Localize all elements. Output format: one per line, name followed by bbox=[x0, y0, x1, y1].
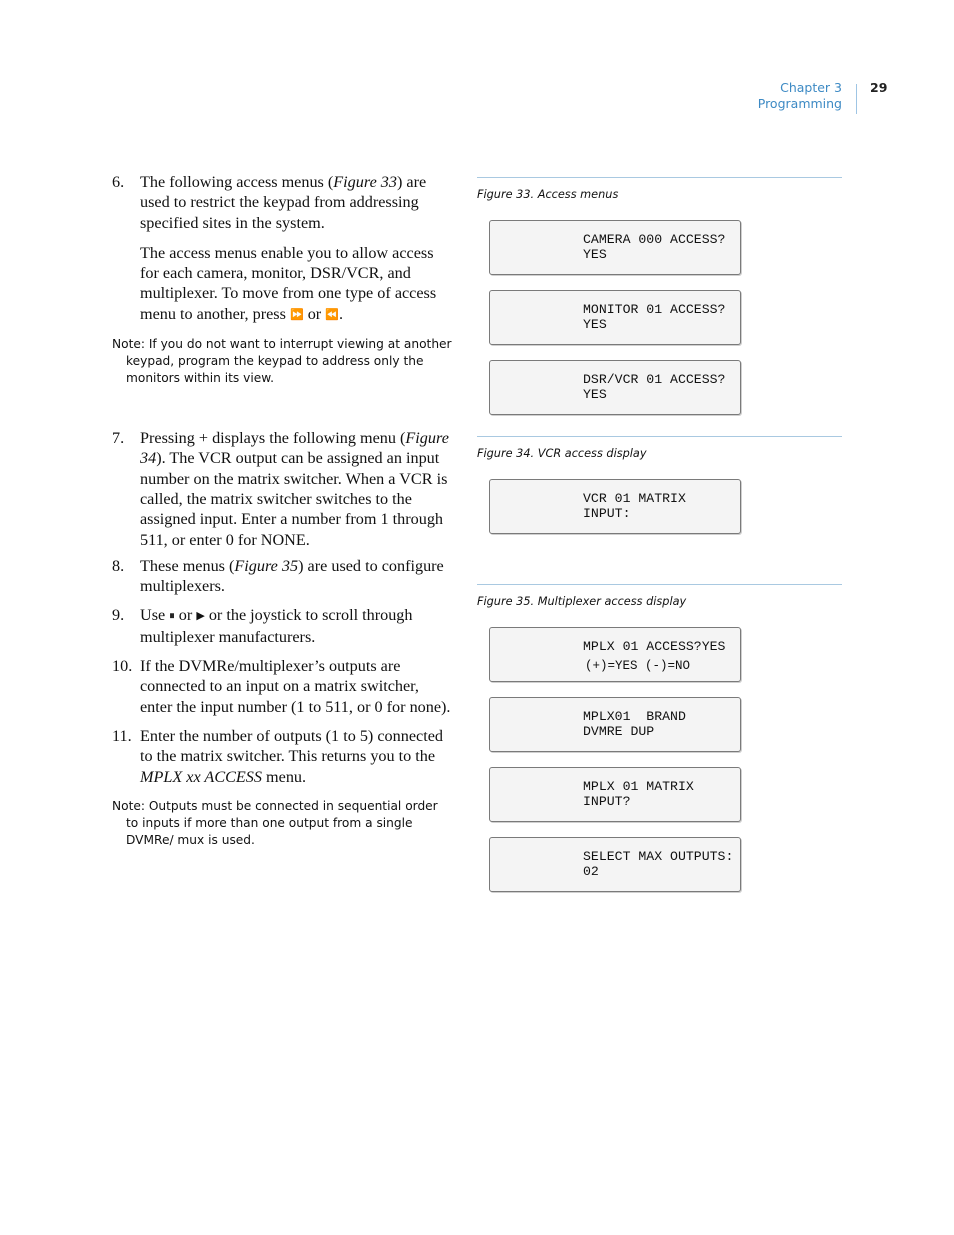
step-number: 9. bbox=[112, 606, 125, 625]
figure-35-rule bbox=[477, 584, 842, 585]
lcd-camera-access: CAMERA 000 ACCESS? YES bbox=[489, 220, 741, 275]
lcd-mplx-brand: MPLX01 BRAND DVMRE DUP bbox=[489, 697, 741, 752]
lcd-monitor-access: MONITOR 01 ACCESS? YES bbox=[489, 290, 741, 345]
page-number: 29 bbox=[870, 80, 888, 95]
instructions-column bbox=[112, 172, 452, 849]
note-interrupt-viewing: Note: If you do not want to interrupt viewing at another keypad, program the keypad to address only the monitors within its view. bbox=[112, 337, 452, 386]
step-10: 10. If the DVMRe/multiplexer’s outputs are connected to an input on a matrix switcher, enter the input number (1 to 511, or 0 for none). bbox=[112, 657, 451, 716]
figure-33-caption: Figure 33. Access menus bbox=[477, 188, 619, 201]
play-icon: ▶ bbox=[196, 609, 205, 623]
note-sequential-outputs: Note: Outputs must be connected in sequential order to inputs if more than one output from a single DVMRe/ mux is used. bbox=[112, 798, 438, 847]
fast-forward-icon: ⏩ bbox=[289, 307, 304, 321]
step-number: 10. bbox=[112, 657, 133, 676]
chapter-label: Chapter 3 bbox=[780, 80, 842, 95]
lcd-mplx-matrix: MPLX 01 MATRIX INPUT? bbox=[489, 767, 741, 822]
lcd-dsr-vcr-access: DSR/VCR 01 ACCESS? YES bbox=[489, 360, 741, 415]
menu-name: MPLX xx ACCESS bbox=[140, 767, 262, 786]
section-label: Programming bbox=[757, 96, 842, 111]
pause-icon: ⏸ bbox=[169, 609, 175, 623]
running-header bbox=[758, 80, 842, 112]
figure-ref-33[interactable]: Figure 33 bbox=[333, 173, 397, 191]
step-number: 8. bbox=[112, 556, 125, 575]
step-9: 9. Use ⏸ or ▶ or the joystick to scroll through multiplexer manufacturers. bbox=[112, 606, 413, 646]
figure-ref-35[interactable]: Figure 35 bbox=[234, 556, 299, 575]
step-number: 7. bbox=[112, 429, 125, 448]
figure-33-rule bbox=[477, 177, 842, 178]
step-number: 11. bbox=[112, 726, 132, 745]
figure-34-caption: Figure 34. VCR access display bbox=[477, 447, 647, 460]
step-number: 6. bbox=[112, 173, 125, 191]
figure-ref-34[interactable]: Figure 34 bbox=[140, 429, 449, 468]
step-6: 6. The following access menus (Figure 33) are used to restrict the keypad from addressing specified sites in the system. The access menus enable you to allow access for each camera, monitor, DSR/VCR, and multiplexer. To move from one type of access menu to another, press ⏩ or ⏪. bbox=[112, 173, 437, 323]
figure-35-caption: Figure 35. Multiplexer access display bbox=[477, 595, 687, 608]
step-11: 11. Enter the number of outputs (1 to 5) connected to the matrix switcher. This returns you to the MPLX xx ACCESS menu. bbox=[112, 726, 443, 786]
lcd-select-max-outputs: SELECT MAX OUTPUTS: 02 bbox=[489, 837, 741, 892]
header-divider bbox=[856, 84, 857, 114]
step-7: 7. Pressing + displays the following menu (Figure 34). The VCR output can be assigned an input number on the matrix switcher. When a VCR is called, the matrix switcher switches to the assigned input. Enter a number from 1 through 511, or enter 0 for NONE. bbox=[112, 429, 449, 549]
lcd-vcr-matrix: VCR 01 MATRIX INPUT: bbox=[489, 479, 741, 534]
lcd-mplx-access: MPLX 01 ACCESS?YES (+)=YES (-)=NO bbox=[489, 627, 741, 682]
figure-34-rule bbox=[477, 436, 842, 437]
rewind-icon: ⏪ bbox=[325, 307, 339, 321]
step-8: 8. These menus (Figure 35) are used to configure multiplexers. bbox=[112, 556, 444, 596]
